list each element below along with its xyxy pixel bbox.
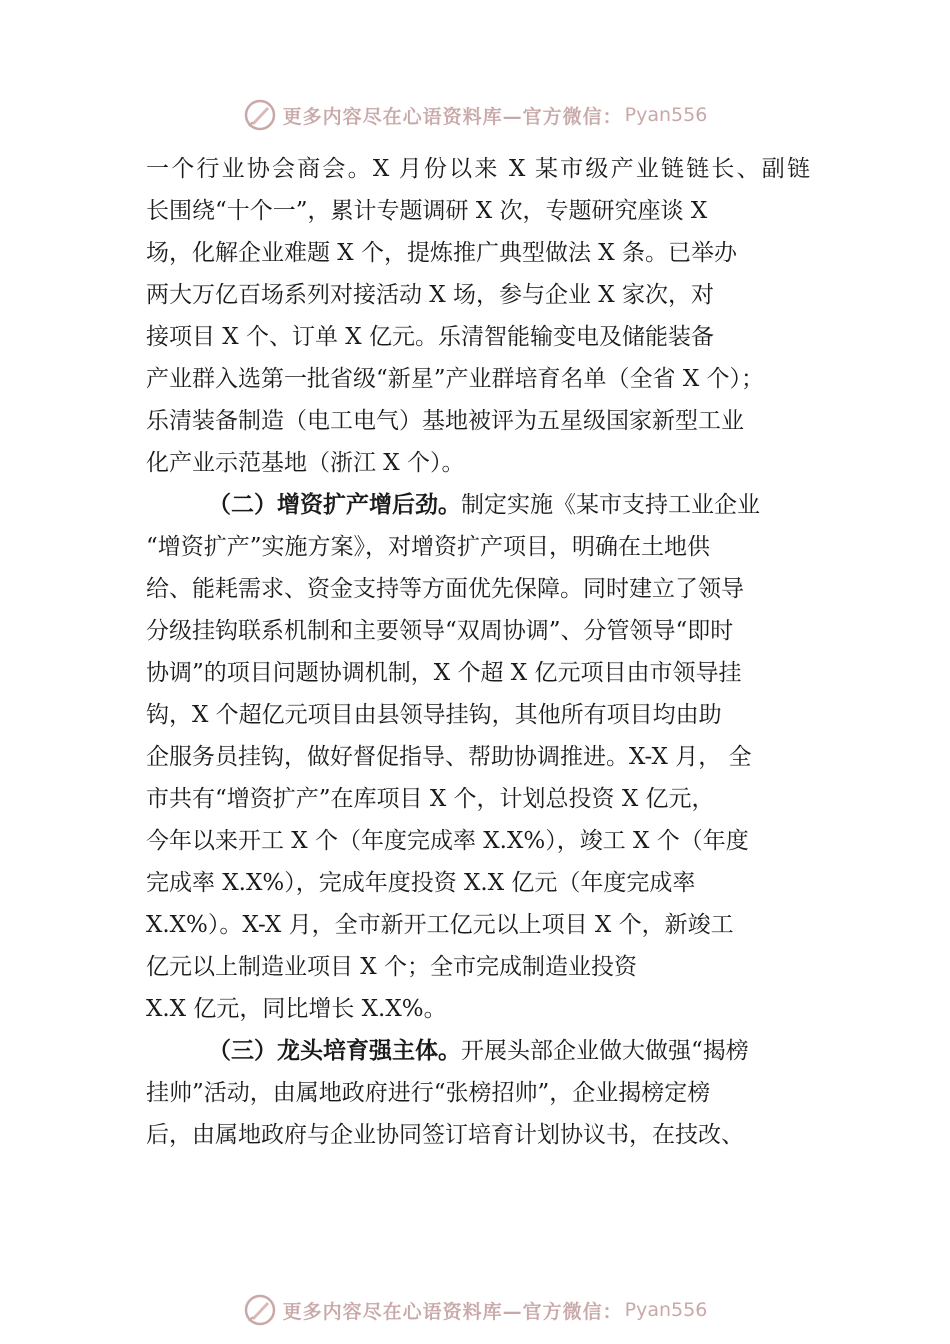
text-line: X.X%）。X-X 月，全市新开工亿元以上项目 X 个，新竣工 [146, 912, 734, 938]
text-line: 接项目 X 个、订单 X 亿元。乐清智能输变电及储能装备 [146, 324, 714, 350]
paragraph-1 [146, 148, 810, 484]
paragraph-3 [146, 1030, 810, 1156]
text-line: 长围绕“十个一”，累计专题调研 X 次，专题研究座谈 X [146, 198, 708, 224]
text-line: 一个行业协会商会。X 月份以来 X 某市级产业链链长、副链 [146, 156, 810, 182]
text-line: 挂帅”活动，由属地政府进行“张榜招帅”，企业揭榜定榜 [146, 1080, 711, 1106]
text-line: 协调”的项目问题协调机制，X 个超 X 亿元项目由市领导挂 [146, 660, 742, 686]
text-line: “增资扩产”实施方案》，对增资扩产项目，明确在土地供 [146, 534, 711, 560]
text-line: 分级挂钩联系机制和主要领导“双周协调”、分管领导“即时 [146, 618, 734, 644]
watermark-text: 更多内容尽在心语资料库—官方微信： [282, 105, 623, 128]
quill-logo-icon [243, 98, 277, 132]
text-line: 企服务员挂钩，做好督促指导、帮助协调推进。X-X 月， 全 [146, 744, 752, 770]
text-line: 场，化解企业难题 X 个，提炼推广典型做法 X 条。已举办 [146, 240, 737, 266]
text-line: 两大万亿百场系列对接活动 X 场，参与企业 X 家次，对 [146, 282, 714, 308]
paragraph-2 [146, 484, 810, 1030]
header-watermark [0, 95, 950, 135]
section-heading: （二）增资扩产增后劲。 [208, 491, 461, 518]
text-line: 制定实施《某市支持工业企业 [461, 492, 760, 518]
watermark-brand: Pyan556 [624, 1299, 708, 1321]
section-heading: （三）龙头培育强主体。 [208, 1037, 461, 1064]
text-line: 乐清装备制造（电工电气）基地被评为五星级国家新型工业 [146, 408, 744, 434]
text-line: 后，由属地政府与企业协同签订培育计划协议书，在技改、 [146, 1122, 744, 1148]
watermark-text: 更多内容尽在心语资料库—官方微信： [282, 1300, 623, 1323]
text-line: X.X 亿元，同比增长 X.X%。 [146, 996, 447, 1022]
text-line: 今年以来开工 X 个（年度完成率 X.X%），竣工 X 个（年度 [146, 828, 749, 854]
watermark-brand: Pyan556 [624, 104, 708, 126]
paragraph-first-line [146, 484, 810, 526]
text-line: 开展头部企业做大做强“揭榜 [461, 1038, 749, 1064]
document-body [146, 148, 810, 1156]
quill-logo-icon [243, 1293, 277, 1327]
text-line: 产业群入选第一批省级“新星”产业群培育名单（全省 X 个）； [146, 366, 765, 392]
text-line: 钩，X 个超亿元项目由县领导挂钩，其他所有项目均由助 [146, 702, 722, 728]
paragraph-first-line [146, 1030, 810, 1072]
text-line: 市共有“增资扩产”在库项目 X 个，计划总投资 X 亿元， [146, 786, 715, 812]
text-line: 亿元以上制造业项目 X 个；全市完成制造业投资 [146, 954, 637, 980]
text-line: 化产业示范基地（浙江 X 个）。 [146, 450, 465, 476]
text-line: 给、能耗需求、资金支持等方面优先保障。同时建立了领导 [146, 576, 744, 602]
footer-watermark [0, 1290, 950, 1330]
text-line: 完成率 X.X%），完成年度投资 X.X 亿元（年度完成率 [146, 870, 696, 896]
